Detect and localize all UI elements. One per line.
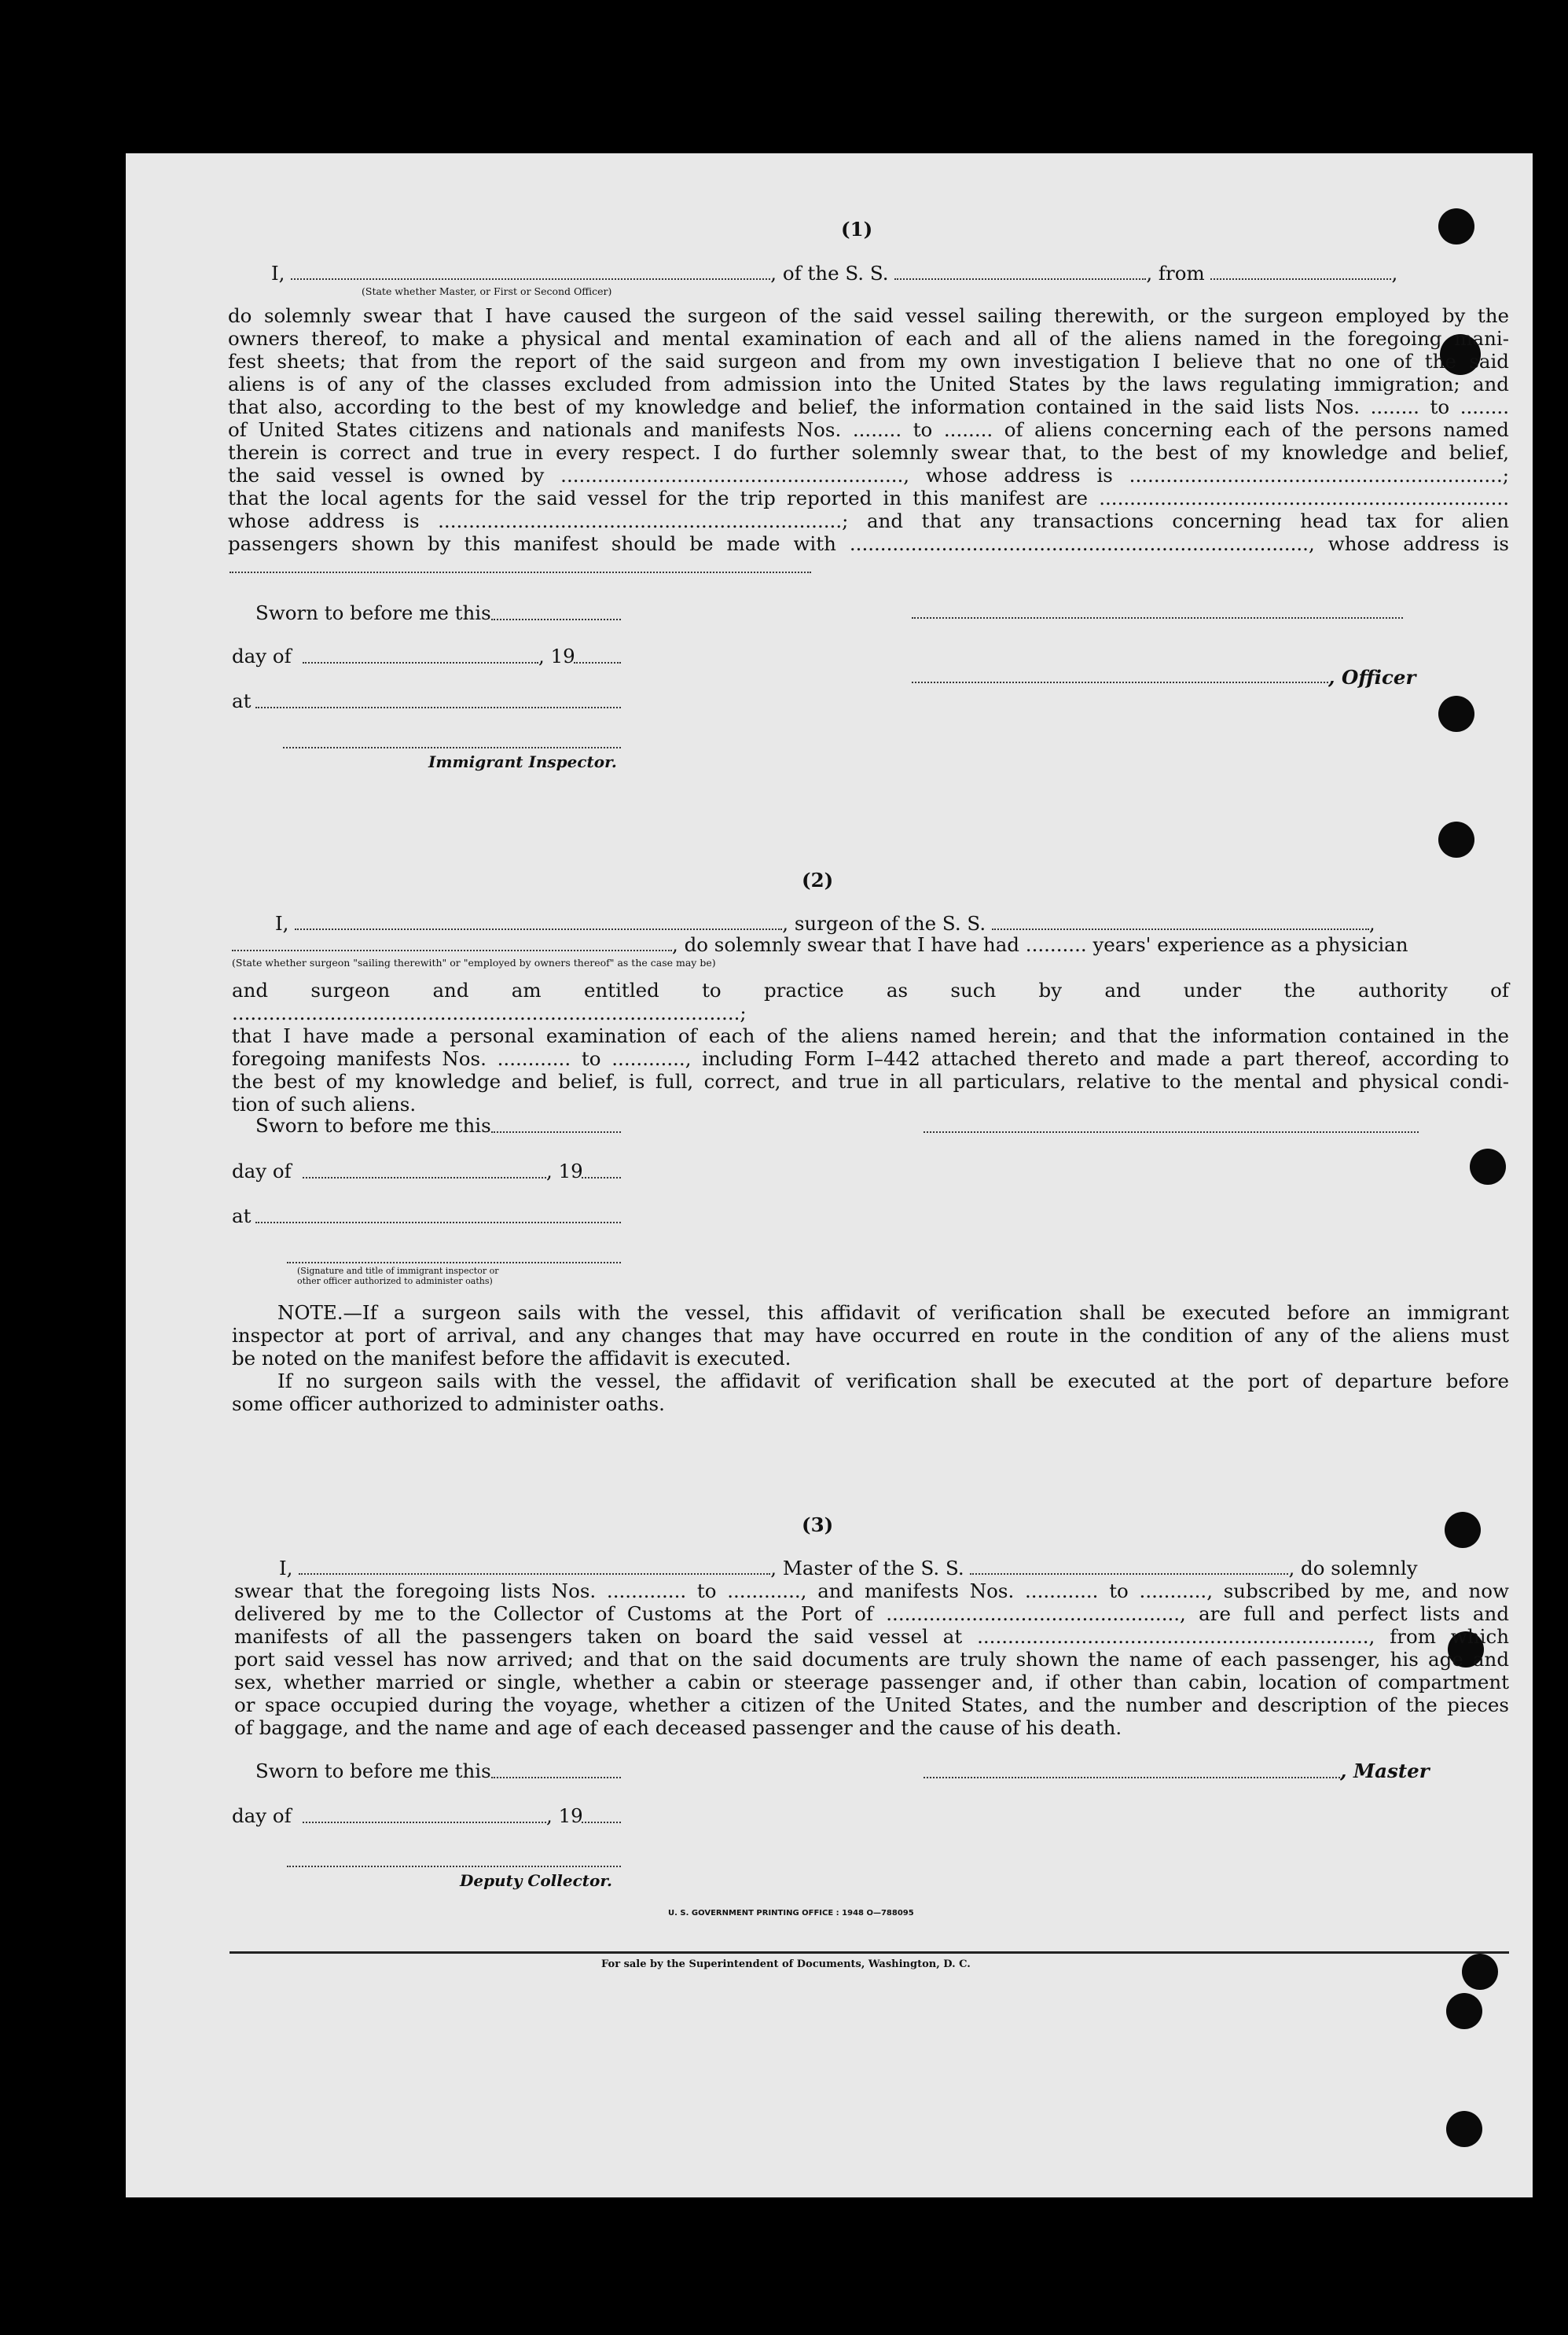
- day-of-1: day of: [232, 645, 292, 667]
- section-2-number: (2): [802, 869, 834, 892]
- immigrant-inspector-label: Immigrant Inspector.: [428, 752, 617, 771]
- year-3-field: [582, 1822, 621, 1823]
- surgeon-line-end: ,: [1368, 912, 1375, 935]
- punch-hole: [1445, 1512, 1481, 1548]
- section-1-line: that the local agents for the said vessel for the trip reported in this manifest are ...................................................................: [228, 487, 1509, 509]
- note-line: be noted on the manifest before the affidavit is executed.: [232, 1347, 791, 1370]
- section-3-line: swear that the foregoing lists Nos. ............. to ............, and manifests Nos. ............ to ..........., subscribed by me, and now: [234, 1579, 1509, 1602]
- from-port-field: [1210, 274, 1391, 280]
- sworn-2: Sworn to before me this: [255, 1114, 491, 1137]
- year-2-field: [582, 1177, 621, 1179]
- section-2-line: foregoing manifests Nos. ............ to ............, including Form I–442 attached thereto and made a part thereof, according to: [232, 1047, 1509, 1070]
- section-3-line: sex, whether married or single, whether a cabin or steerage passenger and, if other than cabin, location of compartment: [234, 1671, 1509, 1693]
- surgeon-line: [275, 912, 1375, 935]
- section-1-line: of United States citizens and nationals and manifests Nos. ........ to ........ of aliens concerning each of the persons named: [228, 418, 1509, 441]
- section-1-number: (1): [841, 218, 873, 241]
- section-2-line: and surgeon and am entitled to practice as such by and under the authority of ...................................................................................;: [232, 979, 1509, 1024]
- officer-title-field: [291, 274, 770, 280]
- at-1: at: [232, 689, 252, 712]
- surgeon-of-ss-label: , surgeon of the S. S.: [782, 912, 986, 935]
- section-1-line: passengers shown by this manifest should be made with ..........................................................................., whose address is: [228, 532, 1509, 555]
- section-1-line: whose address is ..................................................................; and that any transactions concerning head tax for alien: [228, 509, 1509, 532]
- from-label: , from: [1146, 262, 1205, 285]
- master-label: [1340, 1760, 1430, 1782]
- master-name-field: [299, 1568, 770, 1575]
- day-of-2: day of: [232, 1160, 292, 1182]
- year-2: , 19: [546, 1160, 583, 1182]
- officer-line-i: I,: [271, 262, 285, 285]
- deputy-collector-label: Deputy Collector.: [460, 1871, 613, 1890]
- officer-line: [271, 262, 1529, 285]
- of-ss-label: , of the S. S.: [770, 262, 889, 285]
- surgeon-line-2: [232, 933, 1408, 956]
- section-3-line: or space occupied during the voyage, whether a citizen of the United States, and the number and description of the pieces: [234, 1693, 1509, 1716]
- note-line: [232, 1301, 1509, 1324]
- section-3-line: port said vessel has now arrived; and that on the said documents are truly shown the name of each passenger, his age and: [234, 1648, 1509, 1671]
- sworn-1: Sworn to before me this: [255, 601, 491, 624]
- note-line: inspector at port of arrival, and any changes that may have occurred en route in the condition of any of the aliens must: [232, 1324, 1509, 1347]
- master-signature-line: [924, 1777, 1340, 1778]
- punch-hole: [1446, 2111, 1482, 2147]
- year-1: , 19: [538, 645, 575, 667]
- at-2: at: [232, 1204, 252, 1227]
- note-label: NOTE.: [277, 1301, 343, 1324]
- agent-address-line: [230, 572, 811, 573]
- surgeon-status-field: [232, 945, 672, 951]
- signature-2-line: [287, 1262, 621, 1263]
- at-2-field: [255, 1222, 621, 1223]
- section-1-line: aliens is of any of the classes excluded from admission into the United States by the laws regulating immigration; and: [228, 373, 1509, 395]
- sworn-1-field: [491, 619, 621, 620]
- for-sale-notice: For sale by the Superintendent of Documents, Washington, D. C.: [601, 1958, 971, 1970]
- section-3-body: [234, 1579, 1509, 1739]
- section-1-line: owners thereof, to make a physical and mental examination of each and all of the aliens named in the foregoing mani-: [228, 327, 1509, 350]
- gpo-imprint: U. S. GOVERNMENT PRINTING OFFICE : 1948 O—788095: [668, 1909, 914, 1918]
- year-3: , 19: [546, 1804, 583, 1827]
- punch-hole: [1438, 208, 1474, 245]
- master-of-ss-label: , Master of the S. S.: [770, 1557, 964, 1579]
- day-of-3-field: [303, 1822, 546, 1823]
- master-line-end: , do solemnly: [1288, 1557, 1418, 1579]
- section-2-line: the best of my knowledge and belief, is full, correct, and true in all particulars, relative to the mental and physical condi-: [232, 1070, 1509, 1093]
- section-1-line: the said vessel is owned by ........................................................, whose address is .............................................................;: [228, 464, 1509, 487]
- section-2-line: that I have made a personal examination of each of the aliens named herein; and that the information contained in the: [232, 1024, 1509, 1047]
- section-2-body: [232, 979, 1509, 1116]
- officer-signature-line: [912, 682, 1328, 683]
- master-line: [279, 1557, 1418, 1579]
- collector-signature-line: [287, 1866, 621, 1867]
- sworn-3-field: [491, 1777, 621, 1778]
- section-2-line: tion of such aliens.: [232, 1093, 417, 1116]
- manifest-back-page: [126, 153, 1533, 2197]
- officer-label-text: , Officer: [1328, 666, 1416, 689]
- vessel-name-field: [894, 274, 1146, 280]
- surgeon-caption: (State whether surgeon "sailing therewith" or "employed by owners thereof" as the case may be): [232, 957, 716, 969]
- officer-signature-line-top: [912, 617, 1403, 619]
- section-1-line: therein is correct and true in every respect. I do further solemnly swear that, to the best of my knowledge and belief,: [228, 441, 1509, 464]
- officer-label: [1328, 666, 1416, 689]
- section-3-number: (3): [802, 1513, 834, 1536]
- punch-hole: [1446, 1993, 1482, 2029]
- footer-rule: [230, 1951, 1509, 1954]
- section-1-line: fest sheets; that from the report of the said surgeon and from my own investigation I believe that no one of the said: [228, 350, 1509, 373]
- note-2-line: some officer authorized to administer oaths.: [232, 1392, 665, 1415]
- punch-hole: [1438, 696, 1474, 732]
- punch-hole: [1462, 1954, 1498, 1990]
- section-3-line: delivered by me to the Collector of Customs at the Port of ................................................, are full and perfect lists and: [234, 1602, 1509, 1625]
- day-of-3: day of: [232, 1804, 292, 1827]
- day-of-2-field: [303, 1177, 546, 1179]
- section-3-line: of baggage, and the name and age of each deceased passenger and the cause of his death.: [234, 1716, 1122, 1739]
- note-2-line: If no surgeon sails with the vessel, the affidavit of verification shall be executed at the port of departure before: [277, 1370, 1509, 1392]
- section-1-body: [228, 304, 1509, 555]
- master-label-text: , Master: [1340, 1760, 1430, 1782]
- note-block: [232, 1301, 1509, 1415]
- signature-caption-2: other officer authorized to administer oaths): [297, 1276, 493, 1286]
- surgeon-experience-text: , do solemnly swear that I have had .......... years' experience as a physician: [672, 933, 1408, 956]
- surgeon-signature-line: [924, 1131, 1419, 1133]
- year-1-field: [574, 662, 621, 664]
- note-text: —If a surgeon sails with the vessel, this affidavit of verification shall be executed before an immigrant: [343, 1301, 1509, 1324]
- punch-hole: [1438, 822, 1474, 858]
- master-line-i: I,: [279, 1557, 293, 1579]
- officer-caption: (State whether Master, or First or Second Officer): [362, 285, 612, 297]
- at-1-field: [255, 707, 621, 708]
- punch-hole: [1470, 1149, 1506, 1185]
- sworn-3: Sworn to before me this: [255, 1760, 491, 1782]
- day-of-1-field: [303, 662, 538, 664]
- section-3-line: manifests of all the passengers taken on board the said vessel at ................................................................, from which: [234, 1625, 1509, 1648]
- surgeon-name-field: [295, 924, 782, 930]
- section-1-line: that also, according to the best of my knowledge and belief, the information contained in the said lists Nos. ........ to ........: [228, 395, 1509, 418]
- signature-caption-1: (Signature and title of immigrant inspector or: [297, 1266, 499, 1276]
- inspector-signature-line: [283, 747, 621, 748]
- surgeon-line-i: I,: [275, 912, 289, 935]
- officer-line-end: ,: [1391, 262, 1398, 285]
- sworn-2-field: [491, 1131, 621, 1133]
- surgeon-vessel-field: [992, 924, 1369, 930]
- master-vessel-field: [970, 1568, 1288, 1575]
- section-1-line: do solemnly swear that I have caused the surgeon of the said vessel sailing therewith, or the surgeon employed by the: [228, 304, 1509, 327]
